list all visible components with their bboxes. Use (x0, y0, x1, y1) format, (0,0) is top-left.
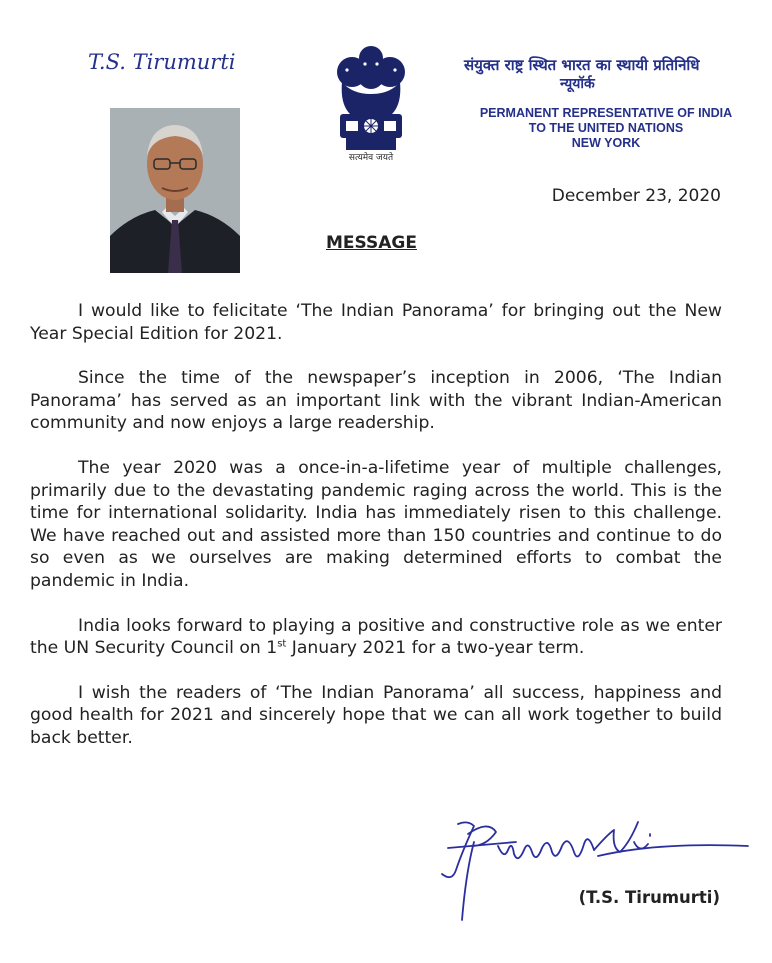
national-emblem (332, 42, 410, 167)
paragraph: The year 2020 was a once-in-a-lifetime year of multiple challenges, primarily due to the devastating pandemic raging across the world. This is the time for international solidarity. India has immediately risen to this challenge. We have reached out and assisted more than 150 countries and continue to do so even as we ourselves are making determined efforts to combat the pandemic in India. (30, 457, 722, 591)
hindi-title-line2: न्यूयॉर्क (560, 76, 595, 92)
office-title-line2: TO THE UNITED NATIONS (528, 121, 684, 135)
emblem-motto: सत्यमेव जयते (348, 153, 394, 163)
portrait-photo (110, 108, 240, 273)
letter-date: December 23, 2020 (551, 186, 721, 206)
paragraph: I would like to felicitate ‘The Indian Panorama’ for bringing out the New Year Special Edition for 2021. (30, 301, 722, 344)
message-body (30, 300, 722, 772)
handwritten-signature (428, 812, 758, 924)
office-title-line3: NEW YORK (571, 136, 641, 150)
hindi-title-line1: संयुक्त राष्ट्र स्थित भारत का स्थायी प्रतिनिधि (464, 56, 700, 74)
ordinal-suffix: st (277, 638, 287, 650)
signatory-name: (T.S. Tirumurti) (578, 888, 720, 907)
office-title-line1: PERMANENT REPRESENTATIVE OF INDIA (479, 106, 733, 120)
paragraph-text: India looks forward to playing a positive and constructive role as we enter the UN Security Council on 1 (30, 615, 722, 659)
office-title (466, 106, 746, 151)
message-heading: MESSAGE (326, 233, 417, 253)
paragraph (30, 615, 722, 660)
paragraph: I wish the readers of ‘The Indian Panorama’ all success, happiness and good health for 2021 and sincerely hope that we can all work together to build back better. (30, 682, 722, 748)
paragraph-text: January 2021 for a two-year term. (286, 638, 585, 659)
sender-name: T.S. Tirumurti (88, 50, 236, 74)
paragraph: Since the time of the newspaper’s inception in 2006, ‘The Indian Panorama’ has served as an important link with the vibrant Indian-American community and now enjoys a large readership. (30, 368, 722, 434)
